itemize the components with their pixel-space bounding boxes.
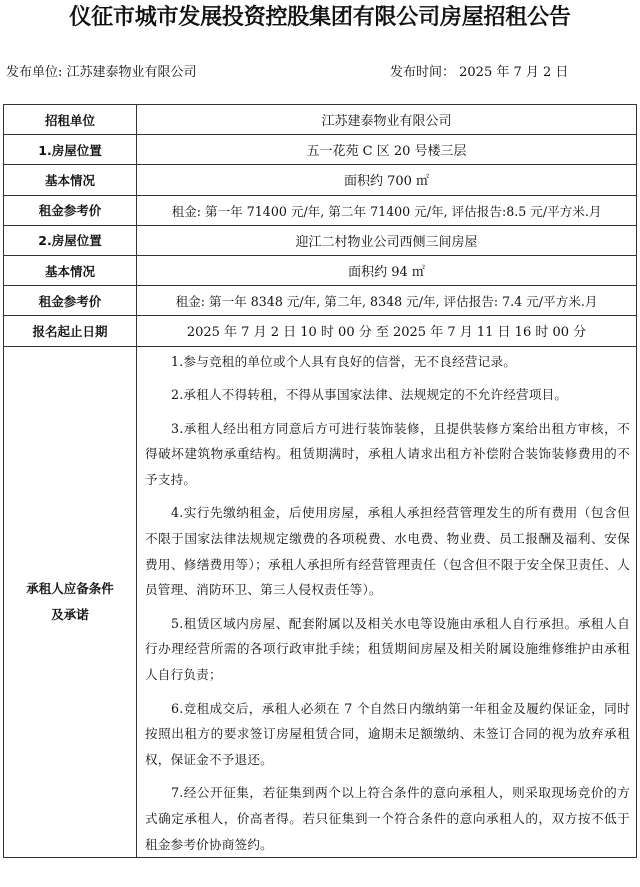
row-label: 2.房屋位置	[4, 225, 137, 255]
table-row	[4, 135, 637, 165]
table-row	[4, 255, 637, 285]
row-label: 招租单位	[4, 105, 137, 135]
row-value: 面积约 94 ㎡	[137, 255, 637, 285]
condition-item: 3.承租人经出租方同意后方可进行装饰装修，且提供装修方案给出租方审核，不得破坏建筑物承重结构。租赁期满时，承租人请求出租方补偿附合装饰装修费用的不予支持。	[145, 420, 630, 487]
row-label: 租金参考价	[4, 286, 137, 316]
table-row	[4, 195, 637, 225]
row-value: 2025 年 7 月 2 日 10 时 00 分 至 2025 年 7 月 11 日 16 时 00 分	[137, 316, 637, 346]
condition-item: 7.经公开征集，若征集到两个以上符合条件的意向承租人，则采取现场竞价的方式确定承租人，价高者得。若只征集到一个符合条件的意向承租人的，双方按不低于租金参考价协商签约。	[145, 785, 630, 852]
row-value: 租金: 第一年 8348 元/年, 第二年, 8348 元/年, 评估报告: 7.4 元/平方米.月	[137, 286, 637, 316]
document-title: 仪征市城市发展投资控股集团有限公司房屋招租公告	[69, 5, 571, 30]
row-label: 租金参考价	[4, 195, 137, 225]
row-value: 面积约 700 ㎡	[137, 165, 637, 195]
row-value: 租金: 第一年 71400 元/年, 第二年 71400 元/年, 评估报告:8.5 元/平方米.月	[137, 195, 637, 225]
listing-table	[3, 104, 637, 858]
table-row	[4, 225, 637, 255]
conditions-row	[4, 346, 637, 858]
table-row	[4, 316, 637, 346]
table-row	[4, 165, 637, 195]
row-label: 基本情况	[4, 255, 137, 285]
table-row	[4, 105, 637, 135]
row-value: 江苏建泰物业有限公司	[137, 105, 637, 135]
row-value: 五一花苑 C 区 20 号楼三层	[137, 135, 637, 165]
row-value: 迎江二村物业公司西侧三间房屋	[137, 225, 637, 255]
row-label: 基本情况	[4, 165, 137, 195]
condition-item: 6.竞租成交后，承租人必须在 7 个自然日内缴纳第一年租金及履约保证金，同时按照出租方的要求签订房屋租赁合同，逾期未足额缴纳、未签订合同的视为放弃承租权，保证金不予退还。	[145, 700, 630, 767]
publisher: 发布单位: 江苏建泰物业有限公司	[6, 65, 197, 80]
condition-item: 1.参与竞租的单位或个人具有良好的信誉，无不良经营记录。	[171, 353, 517, 369]
conditions-label	[4, 346, 137, 858]
row-label: 1.房屋位置	[4, 135, 137, 165]
condition-item: 5.租赁区域内房屋、配套附属以及相关水电等设施由承租人自行承担。承租人自行办理经营所需的各项行政审批手续；租赁期间房屋及相关附属设施维修维护由承租人自行负责；	[145, 615, 630, 683]
condition-item: 2.承租人不得转租，不得从事国家法律、法规规定的不允许经营项目。	[171, 387, 568, 403]
condition-item: 4.实行先缴纳租金，后使用房屋，承租人承担经营管理发生的所有费用（包含但不限于国家法律法规规定缴费的各项税费、水电费、物业费、员工报酬及福利、安保费用、修缮费用等）；承租人承担所有经营管理责任（包含但不限于安全保卫责任、人员管理、消防环卫、第三人侵权责任等）。	[145, 505, 630, 598]
row-label: 报名起止日期	[4, 316, 137, 346]
table-row	[4, 286, 637, 316]
conditions-label-line: 承租人应备条件	[26, 580, 114, 596]
conditions-label-line: 及承诺	[51, 606, 89, 622]
publish-time: 发布时间： 2025 年 7 月 2 日	[390, 65, 569, 80]
conditions-list	[137, 346, 637, 858]
